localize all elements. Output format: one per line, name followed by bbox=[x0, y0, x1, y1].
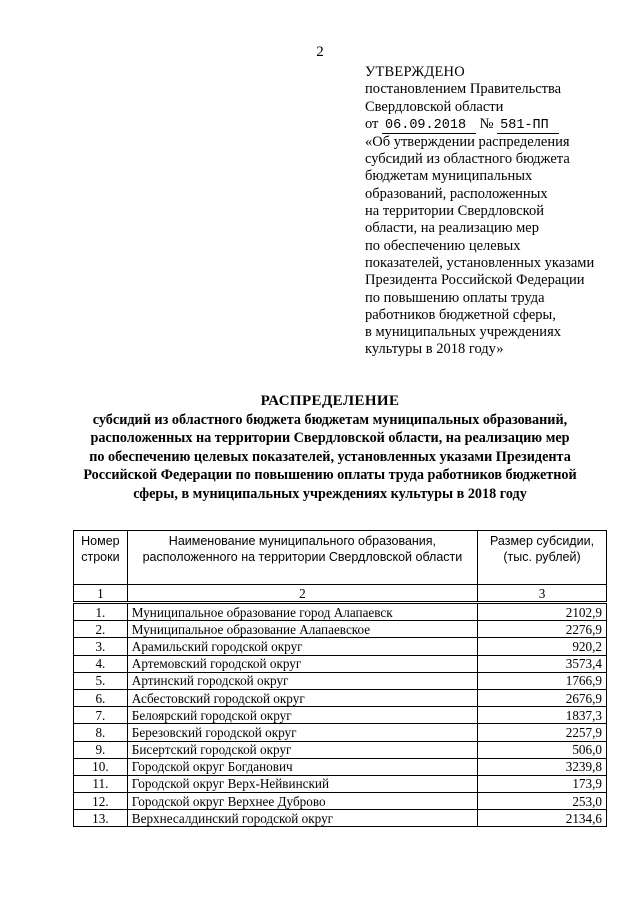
municipality-name: Белоярский городской округ bbox=[127, 707, 477, 724]
row-number: 1. bbox=[74, 603, 128, 621]
decree-date: 06.09.2018 bbox=[382, 118, 476, 134]
row-number: 8. bbox=[74, 724, 128, 741]
row-number: 5. bbox=[74, 672, 128, 689]
municipality-name: Бисертский городской округ bbox=[127, 741, 477, 758]
subsidy-amount: 1837,3 bbox=[478, 707, 607, 724]
subsidy-amount: 3573,4 bbox=[478, 655, 607, 672]
table-row bbox=[74, 672, 607, 689]
subsidy-amount: 3239,8 bbox=[478, 758, 607, 775]
column-index-row bbox=[74, 585, 607, 603]
heading-title: РАСПРЕДЕЛЕНИЕ bbox=[260, 393, 400, 409]
heading-line: субсидий из областного бюджета бюджетам муниципальных образований, bbox=[92, 411, 568, 428]
decree-subject-line: «Об утверждении распределения bbox=[365, 133, 570, 150]
decree-subject-line: показателей, установленных указами bbox=[365, 254, 595, 271]
table-row bbox=[74, 689, 607, 706]
table-row bbox=[74, 638, 607, 655]
decree-number: 581-ПП bbox=[497, 118, 559, 134]
subsidy-amount: 2676,9 bbox=[478, 689, 607, 706]
decree-subject-line: на территории Свердловской bbox=[365, 203, 544, 220]
heading-line: Российской Федерации по повышению оплаты труда работников бюджетной bbox=[83, 467, 577, 483]
row-number: 2. bbox=[74, 621, 128, 638]
approval-block bbox=[365, 64, 635, 359]
subsidy-amount: 920,2 bbox=[478, 638, 607, 655]
column-index: 1 bbox=[74, 585, 128, 603]
decree-subject-line: в муниципальных учреждениях bbox=[365, 324, 561, 341]
header-subsidy-amount: Размер субсидии, (тыс. рублей) bbox=[478, 531, 607, 585]
heading-line: по обеспечению целевых показателей, установленных указами Президента bbox=[89, 448, 571, 465]
subsidy-amount: 173,9 bbox=[478, 775, 607, 792]
heading-line: сферы, в муниципальных учреждениях культуры в 2018 году bbox=[133, 485, 527, 502]
table-row bbox=[74, 724, 607, 741]
subsidy-amount: 1766,9 bbox=[478, 672, 607, 689]
decree-subject-line: по обеспечению целевых bbox=[365, 237, 521, 254]
municipality-name: Городской округ Богданович bbox=[127, 758, 477, 775]
row-number: 11. bbox=[74, 775, 128, 792]
decree-subject-line: работников бюджетной сферы, bbox=[365, 306, 556, 323]
header-row-number: Номер строки bbox=[74, 531, 128, 585]
header-municipality: Наименование муниципального образования, расположенного на территории Свердловской области bbox=[127, 531, 477, 585]
decree-subject-line: области, на реализацию мер bbox=[365, 220, 539, 237]
municipality-name: Березовский городской округ bbox=[127, 724, 477, 741]
subsidy-amount: 2134,6 bbox=[478, 810, 607, 827]
table-row bbox=[74, 775, 607, 792]
table-row bbox=[74, 621, 607, 638]
row-number: 6. bbox=[74, 689, 128, 706]
decree-subject bbox=[365, 134, 635, 359]
row-number: 12. bbox=[74, 793, 128, 810]
decree-subject-line: культуры в 2018 году» bbox=[365, 341, 504, 358]
table-row bbox=[74, 758, 607, 775]
municipality-name: Городской округ Верх-Нейвинский bbox=[127, 775, 477, 792]
approval-line: Свердловской области bbox=[365, 98, 504, 115]
row-number: 10. bbox=[74, 758, 128, 775]
municipality-name: Арамильский городской округ bbox=[127, 638, 477, 655]
subsidy-amount: 253,0 bbox=[478, 793, 607, 810]
column-index: 3 bbox=[478, 585, 607, 603]
decree-prefix: от bbox=[365, 115, 379, 132]
decree-subject-line: субсидий из областного бюджета bbox=[365, 151, 570, 168]
table-row bbox=[74, 741, 607, 758]
decree-subject-line: Президента Российской Федерации bbox=[365, 272, 585, 289]
decree-subject-line: бюджетам муниципальных bbox=[365, 168, 533, 185]
table-row bbox=[74, 810, 607, 827]
table-row bbox=[74, 707, 607, 724]
decree-subject-line: образований, расположенных bbox=[365, 185, 548, 202]
decree-reference bbox=[365, 116, 635, 134]
subsidy-amount: 2276,9 bbox=[478, 621, 607, 638]
municipality-name: Муниципальное образование Алапаевское bbox=[127, 621, 477, 638]
heading-line: расположенных на территории Свердловской области, на реализацию мер bbox=[90, 430, 570, 446]
municipality-name: Муниципальное образование город Алапаевск bbox=[127, 603, 477, 621]
table-row bbox=[74, 655, 607, 672]
municipality-name: Городской округ Верхнее Дуброво bbox=[127, 793, 477, 810]
municipality-name: Верхнесалдинский городской округ bbox=[127, 810, 477, 827]
decree-subject-line: по повышению оплаты труда bbox=[365, 289, 545, 306]
subsidy-amount: 2102,9 bbox=[478, 603, 607, 621]
document-heading bbox=[60, 392, 600, 503]
row-number: 7. bbox=[74, 707, 128, 724]
page-number: 2 bbox=[316, 44, 324, 60]
subsidy-amount: 2257,9 bbox=[478, 724, 607, 741]
subsidy-amount: 506,0 bbox=[478, 741, 607, 758]
row-number: 3. bbox=[74, 638, 128, 655]
municipality-name: Асбестовский городской округ bbox=[127, 689, 477, 706]
row-number: 13. bbox=[74, 810, 128, 827]
decree-number-sign: № bbox=[479, 115, 494, 132]
table-row bbox=[74, 793, 607, 810]
approval-title: УТВЕРЖДЕНО bbox=[365, 64, 465, 80]
heading-subtitle bbox=[60, 411, 600, 504]
table-row bbox=[74, 603, 607, 621]
municipality-name: Артемовский городской округ bbox=[127, 655, 477, 672]
table-header-row bbox=[74, 531, 607, 585]
column-index: 2 bbox=[127, 585, 477, 603]
approval-line: постановлением Правительства bbox=[365, 81, 562, 98]
subsidy-table bbox=[73, 530, 607, 827]
row-number: 9. bbox=[74, 741, 128, 758]
row-number: 4. bbox=[74, 655, 128, 672]
municipality-name: Артинский городской округ bbox=[127, 672, 477, 689]
